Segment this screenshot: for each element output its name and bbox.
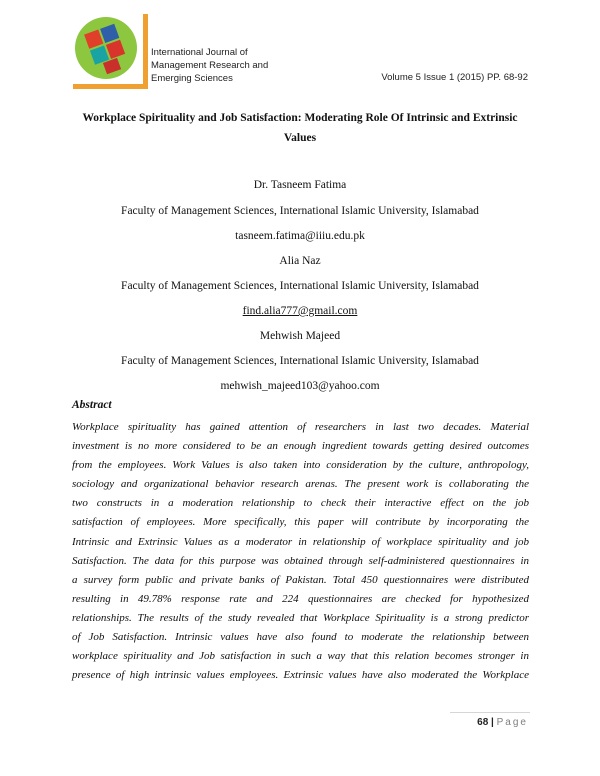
abstract-line: workplace spirituality and Job satisfaction in such a way that this relation becomes stronger in xyxy=(72,650,529,663)
footer-divider xyxy=(450,712,530,713)
author-2-name: Alia Naz xyxy=(279,255,321,267)
paper-title-line: Workplace Spirituality and Job Satisfaction: Moderating Role Of Intrinsic and Extrinsic xyxy=(82,112,518,124)
abstract-body xyxy=(72,418,529,685)
author-3-name: Mehwish Majeed xyxy=(259,330,341,342)
abstract-line: presence of high intrinsic values employees. Extrinsic values have also moderated the Workplace xyxy=(72,669,529,682)
journal-name xyxy=(151,46,268,85)
volume-info: Volume 5 Issue 1 (2015) PP. 68-92 xyxy=(381,72,528,83)
page-separator: | xyxy=(491,717,494,728)
journal-name-line: International Journal of xyxy=(151,47,248,58)
abstract-line: satisfaction of employees. More specifically, this paper will contribute by incorporating the xyxy=(72,516,529,529)
abstract-line: sociology and organizational behavior research arenas. The present work is collaborating the xyxy=(72,478,529,491)
author-2-affiliation: Faculty of Management Sciences, International Islamic University, Islamabad xyxy=(121,280,479,292)
paper-title xyxy=(72,108,528,148)
author-2-email-link[interactable]: find.alia777@gmail.com xyxy=(242,305,358,317)
abstract-line: a survey form public and private banks of Pakistan. Total 450 questionnaires were distributed xyxy=(72,573,529,586)
author-1-affiliation: Faculty of Management Sciences, International Islamic University, Islamabad xyxy=(121,205,479,217)
author-1-email[interactable]: tasneem.fatima@iiiu.edu.pk xyxy=(235,230,365,242)
page-footer xyxy=(477,717,528,728)
journal-logo-icon xyxy=(73,14,148,89)
abstract-heading: Abstract xyxy=(72,399,112,411)
journal-name-line: Emerging Sciences xyxy=(151,73,233,84)
page-number: 68 xyxy=(477,717,489,728)
author-1-name: Dr. Tasneem Fatima xyxy=(253,179,347,191)
abstract-line: two constructs in a moderation relationship to check their interactive effect on the job xyxy=(72,497,529,510)
abstract-line: Satisfaction. The data for this purpose was obtained through self-administered questionnaires in xyxy=(72,554,529,567)
abstract-line: of Job Satisfaction. Intrinsic values have also found to moderate the relationship between xyxy=(72,631,529,644)
page-word: Page xyxy=(496,717,528,728)
abstract-line: from the employees. Work Values is also taken into consideration by the culture, anthropology, xyxy=(72,459,529,472)
abstract-line: relationships. The results of the study revealed that Workplace Spirituality is a strong predictor xyxy=(72,611,529,624)
author-3-email[interactable]: mehwish_majeed103@yahoo.com xyxy=(220,380,380,392)
abstract-line: investment is no more considered to be an enough ingredient towards getting desired outcomes xyxy=(72,440,529,453)
abstract-line: Intrinsic and Extrinsic Values as a moderator in relationship of workplace spirituality and job xyxy=(72,535,529,548)
author-3-affiliation: Faculty of Management Sciences, International Islamic University, Islamabad xyxy=(121,355,479,367)
abstract-line: Workplace spirituality has gained attention of researchers in last two decades. Material xyxy=(72,421,529,433)
abstract-line: resulting in 49.78% response rate and 224 questionnaires are checked for hypothesized xyxy=(72,592,529,605)
journal-name-line: Management Research and xyxy=(151,60,269,71)
paper-title-line: Values xyxy=(283,132,317,144)
